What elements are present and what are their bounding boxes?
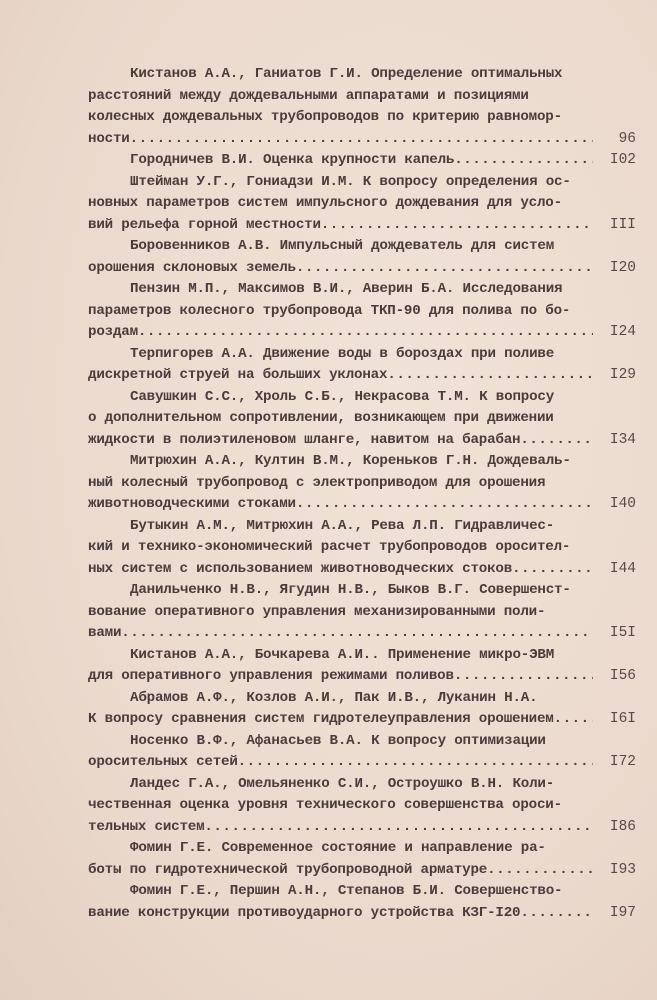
entry-text: вование оперативного управления механизированными поли- [88,603,546,620]
toc-entry-line [88,129,593,151]
toc-entry [88,881,638,924]
dot-leader [130,129,593,151]
entry-text: Пензин М.П., Максимов В.И., Аверин Б.А. Исследования [130,281,563,297]
toc-entry-line [88,752,593,774]
page-number: I6I [609,711,636,727]
entry-text: Кистанов А.А., Ганиатов Г.И. Определение оптимальных [130,66,563,82]
toc-entry-line [88,881,593,903]
table-of-contents [88,64,638,924]
entry-text: Митрюхин А.А., Култин В.М., Кореньков Г.Н. Дождеваль- [130,453,571,469]
toc-entry-line [88,688,593,710]
dot-leader [520,903,593,925]
toc-entry-line [88,645,593,667]
toc-entry [88,688,638,731]
toc-entry [88,774,638,839]
dot-leader [487,860,593,882]
toc-entry-line [88,559,593,581]
page-number: I24 [609,324,636,340]
entry-text: Ландес Г.А., Омельяненко С.И., Остроушко В.Н. Коли- [130,775,555,792]
page-number: I72 [609,754,636,770]
dot-leader [121,623,593,645]
entry-text: чественная оценка уровня технического совершенства ороси- [88,797,562,813]
entry-text: Городничев В.И. Оценка крупности капель [130,152,455,168]
toc-entry-line [88,494,593,516]
toc-entry [88,838,638,881]
toc-entry-line [88,451,593,473]
toc-entry [88,150,638,172]
entry-text: параметров колесного трубопровода ТКП-90 для полива по бо- [88,302,571,319]
toc-entry-line [88,86,593,108]
dot-leader [296,494,593,516]
entry-text: новных параметров систем импульсного дождевания для усло- [88,195,562,211]
entry-text: расстояний между дождевальными аппаратами и позициями [88,87,529,104]
entry-text: Кистанов А.А., Бочкарева А.И.. Применение микро-ЭВМ [130,646,555,663]
entry-text: тельных систем [88,818,205,835]
page-number: I29 [609,367,636,383]
page-number: I02 [609,152,636,168]
page-number: I97 [609,904,636,921]
dot-leader [138,322,593,344]
entry-text: роздам [88,324,138,340]
entry-text: животноводческими стоками [88,496,296,512]
toc-entry-line [88,344,593,366]
dot-leader [204,817,593,839]
toc-entry-line [88,430,593,452]
toc-entry-line [88,731,593,753]
page-number: III [609,216,636,233]
toc-entry-line [88,64,593,86]
entry-text: Савушкин С.С., Хроль С.Б., Некрасова Т.М. К вопросу [130,388,555,405]
toc-entry-line [88,236,593,258]
entry-text: жидкости в полиэтиленовом шланге, навитом на барабан [88,431,521,448]
page-number: I40 [609,496,636,512]
dot-leader [321,215,593,237]
toc-entry-line [88,580,593,602]
toc-entry [88,387,638,452]
toc-entry [88,516,638,581]
toc-entry-line [88,838,593,860]
toc-entry-line [88,279,593,301]
toc-entry-line [88,516,593,538]
dot-leader [238,752,593,774]
entry-text: Абрамов А.Ф., Козлов А.И., Пак И.В., Луканин Н.А. [130,689,538,706]
toc-entry-line [88,322,593,344]
entry-text: Носенко В.Ф., Афанасьев В.А. К вопросу оптимизации [130,732,546,749]
entry-text: Фомин Г.Е. Современное состояние и направление ра- [130,840,546,856]
entry-text: Штейман У.Г., Гониадзи И.М. К вопросу определения ос- [130,173,571,190]
toc-entry [88,64,638,150]
toc-entry-line [88,408,593,430]
entry-text: колесных дождевальных трубопроводов по критерию равномор- [88,109,562,125]
toc-entry-line [88,193,593,215]
toc-entry-line [88,903,593,925]
dot-leader [454,666,593,688]
entry-text: боты по гидротехнической трубопроводной арматуре [88,861,488,878]
toc-entry-line [88,774,593,796]
dot-leader [554,709,593,731]
toc-entry-line [88,666,593,688]
entry-text: для оперативного управления режимами поливов [88,668,454,684]
toc-entry-line [88,215,593,237]
entry-text: Терпигорев А.А. Движение воды в бороздах при поливе [130,345,555,362]
dot-leader [387,365,593,387]
toc-entry-line [88,387,593,409]
entry-text: дискретной струей на больших уклонах [88,367,388,383]
page-number: I5I [609,625,636,641]
toc-entry-line [88,172,593,194]
toc-entry [88,731,638,774]
toc-entry-line [88,258,593,280]
toc-entry [88,451,638,516]
entry-text: Фомин Г.Е., Першин А.Н., Степанов Б.И. Совершенство- [130,883,563,899]
toc-entry-line [88,107,593,129]
dot-leader [454,150,593,172]
entry-text: К вопросу сравнения систем гидротелеуправления орошением [88,711,554,727]
toc-entry [88,236,638,279]
toc-entry-line [88,301,593,323]
page-number: I93 [609,861,636,878]
page-number: I20 [609,259,636,276]
page-number: 96 [618,130,636,147]
toc-entry [88,279,638,344]
entry-text: оросительных сетей [88,754,238,770]
page-number: I44 [609,560,636,577]
entry-text: вами [88,625,122,641]
toc-entry [88,172,638,237]
toc-entry-line [88,150,593,172]
toc-entry-line [88,537,593,559]
entry-text: ных систем с использованием животноводческих стоков [88,560,513,577]
entry-text: кий и технико-экономический расчет трубопроводов оросител- [88,539,571,555]
toc-entry-line [88,602,593,624]
entry-text: ности [88,130,130,147]
dot-leader [296,258,593,280]
page-number: I86 [609,818,636,835]
entry-text: вание конструкции противоударного устройства КЗГ-I20 [88,904,521,921]
entry-text: Боровенников А.В. Импульсный дождеватель для систем [130,238,555,254]
toc-entry-line [88,795,593,817]
toc-entry [88,344,638,387]
toc-entry-line [88,365,593,387]
page-number: I34 [609,431,636,448]
toc-entry [88,645,638,688]
entry-text: Данильченко Н.В., Ягудин Н.В., Быков В.Г. Совершенст- [130,582,571,598]
toc-entry [88,580,638,645]
entry-text: вий рельефа горной местности [88,216,321,233]
dot-leader [520,430,593,452]
entry-text: орошения склоновых земель [88,259,296,276]
toc-entry-line [88,817,593,839]
dot-leader [512,559,593,581]
page-number: I56 [609,668,636,684]
toc-entry-line [88,473,593,495]
toc-entry-line [88,860,593,882]
entry-text: ный колесный трубопровод с электроприводом для орошения [88,474,546,491]
toc-entry-line [88,709,593,731]
entry-text: о дополнительном сопротивлении, возникающем при движении [88,410,554,426]
entry-text: Бутыкин А.М., Митрюхин А.А., Рева Л.П. Гидравличес- [130,517,555,534]
toc-entry-line [88,623,593,645]
